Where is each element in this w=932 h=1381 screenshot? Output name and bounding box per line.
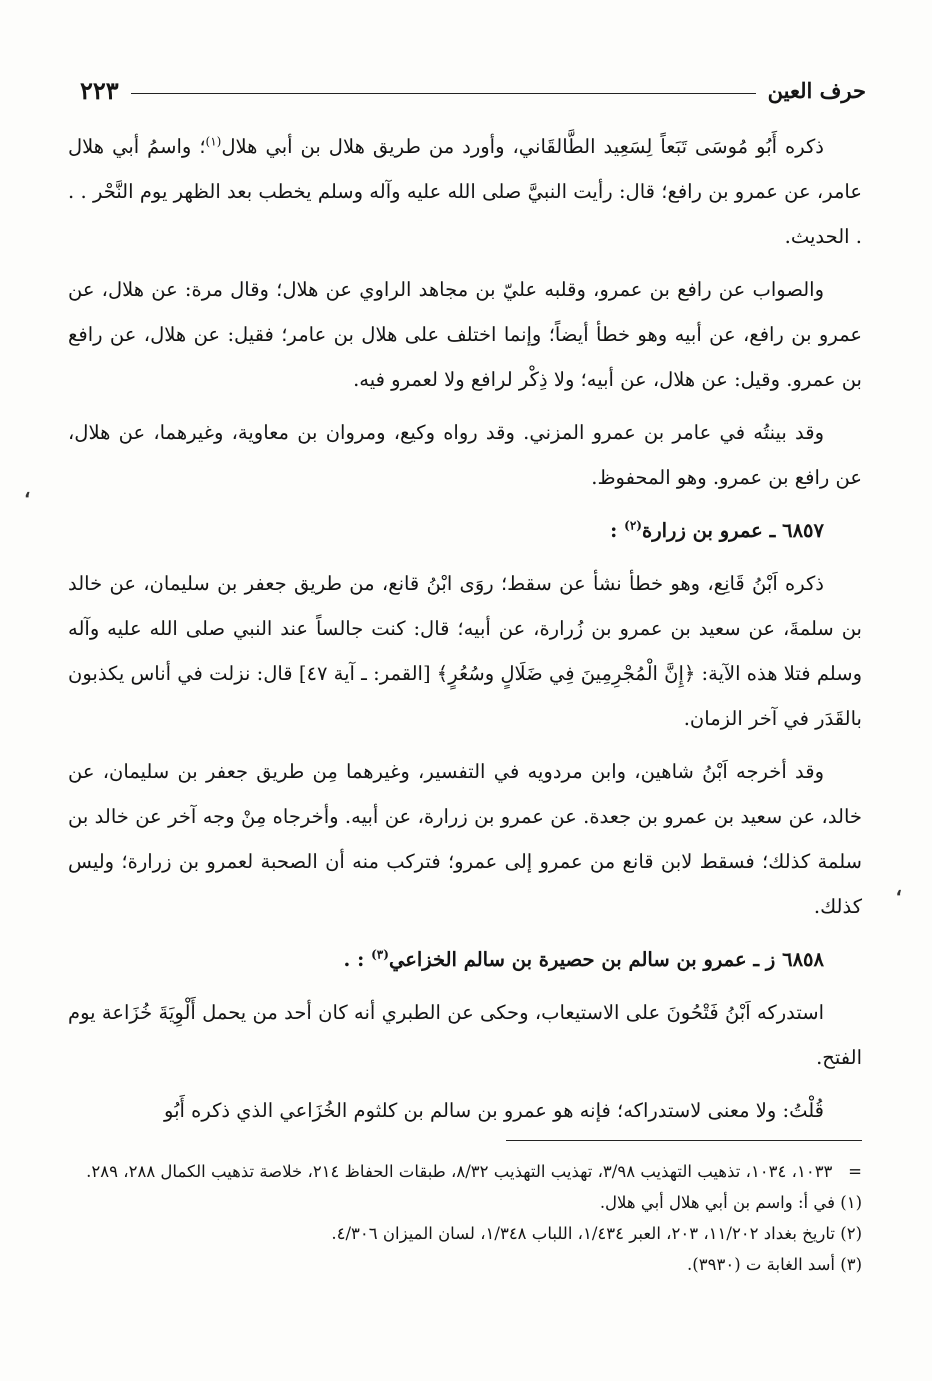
paragraph-1-rest: ؛ واسمُ أبي هلال عامر، عن عمرو بن رافع؛ قال: رأيت النبيَّ صلى الله عليه وآله وسلم يخطب بعد الظهر يوم النَّحْر . . . الحديث.: [68, 135, 862, 248]
footnote-2: (٢) تاريخ بغداد ١١/٢٠٢، ٢٠٣، العبر ١/٤٣٤، اللباب ١/٣٤٨، لسان الميزان ٤/٣٠٦.: [331, 1224, 862, 1243]
paragraph-1: [68, 124, 862, 259]
paragraph-7: قُلْتُ: ولا معنى لاستدراكه؛ فإنه هو عمرو بن سالم بن كلثوم الخُزَاعي الذي ذكره أَبُو: [164, 1099, 824, 1122]
paragraph-6: استدركه اَبْنُ فَتْحُونَ على الاستيعاب، وحكى عن الطبري أنه كان أحد من يحمل أَلْوِيَةَ خُزَاعة يوم الفتح.: [68, 1001, 862, 1069]
footnote-ref-1: (١): [205, 134, 222, 149]
paragraph-1-text: ذكره أَبُو مُوسَى تَبَعاً لِسَعِيد الطَّالقَاني، وأورد من طريق هلال بن أبي هلال: [221, 135, 824, 158]
footnote-rule: [506, 1140, 862, 1141]
paragraph-5: وقد أخرجه اَبْنُ شاهين، وابن مردويه في التفسير، وغيرهما مِن طريق جعفر بن سليمان، عن خالد، عن سعيد بن عمرو بن جعدة. عن عمرو بن زرارة، عن أبيه. وأخرجاه مِنْ وجه آخر عن خالد بن سلمة كذلك؛ فسقط لابن قانع من عمرو إلى عمرو؛ فتركب منه أن الصحبة لعمرو بن زرارة؛ وليس كذلك.: [68, 760, 862, 918]
footnote-ref-2: (٢): [624, 518, 642, 533]
continuation-text: ١٠٣٣، ١٠٣٤، تذهيب التهذيب ٣/٩٨، تهذيب التهذيب ٨/٣٢، طبقات الحفاظ ٢١٤، خلاصة تذهيب الكمال ٢٨٨، ٢٨٩.: [86, 1162, 833, 1181]
header-rule: [131, 93, 756, 94]
paragraph-4: ذكره اَبْنُ قَانِع، وهو خطأ نشأ عن سقط؛ روَى ابْنُ قانع، من طريق جعفر بن سليمان، عن خالد بن سلمةَ، عن سعيد بن عمرو بن زُرارة، عن أبيه؛ قال: كنت جالساً عند النبي صلى الله عليه وآله وسلم فتلا هذه الآية: ﴿إِنَّ الْمُجْرِمِينَ فِي ضَلَالٍ وسُعُرٍ﴾ [القمر: ـ آية ٤٧] قال: نزلت في أناس يكذبون بالقَدَر في آخر الزمان.: [68, 572, 863, 730]
entry-6857-title: [68, 508, 862, 553]
footnotes: [68, 1156, 862, 1280]
entry-6857-colon: :: [610, 519, 625, 542]
continuation-mark: =: [848, 1162, 862, 1181]
footnote-ref-3: (٣): [371, 947, 389, 962]
footnote-3: (٣) أسد الغابة ت (٣٩٣٠).: [687, 1255, 862, 1274]
running-title: حرف العين: [767, 77, 866, 103]
page-header: [80, 72, 866, 108]
paragraph-2: والصواب عن رافع بن عمرو، وقلبه عليّ بن مجاهد الراوي عن هلال؛ وقال مرة: عن هلال، عن عمرو بن رافع، عن أبيه وهو خطأ أيضاً؛ وإنما اختلف على هلال بن عامر؛ فقيل: عن هلال، عن رافع بن عمرو. وقيل: عن هلال، عن أبيه؛ ولا ذِكْر لرافع ولا لعمرو فيه.: [68, 278, 862, 391]
entry-6858-title-text: ٦٨٥٨ ز ـ عمرو بن سالم بن حصيرة بن سالم الخزاعي: [388, 948, 824, 971]
main-text: [68, 124, 862, 1141]
page-number: ٢٢٣: [80, 75, 119, 105]
entry-6858-title: [68, 937, 862, 982]
margin-mark-left: ،: [24, 478, 31, 502]
entry-6858-colon: : .: [343, 948, 372, 971]
footnote-continuation: [68, 1156, 862, 1187]
margin-mark-right: ،: [895, 876, 902, 900]
paragraph-3: وقد بينتُه في عامر بن عمرو المزني. وقد رواه وكيع، ومروان بن معاوية، وغيرهما، عن هلال، عن رافع بن عمرو. وهو المحفوظ.: [68, 421, 862, 489]
entry-6857-title-text: ٦٨٥٧ ـ عمرو بن زرارة: [641, 519, 824, 542]
footnote-1: (١) في أ: واسم بن أبي هلال أبي هلال.: [599, 1193, 862, 1212]
